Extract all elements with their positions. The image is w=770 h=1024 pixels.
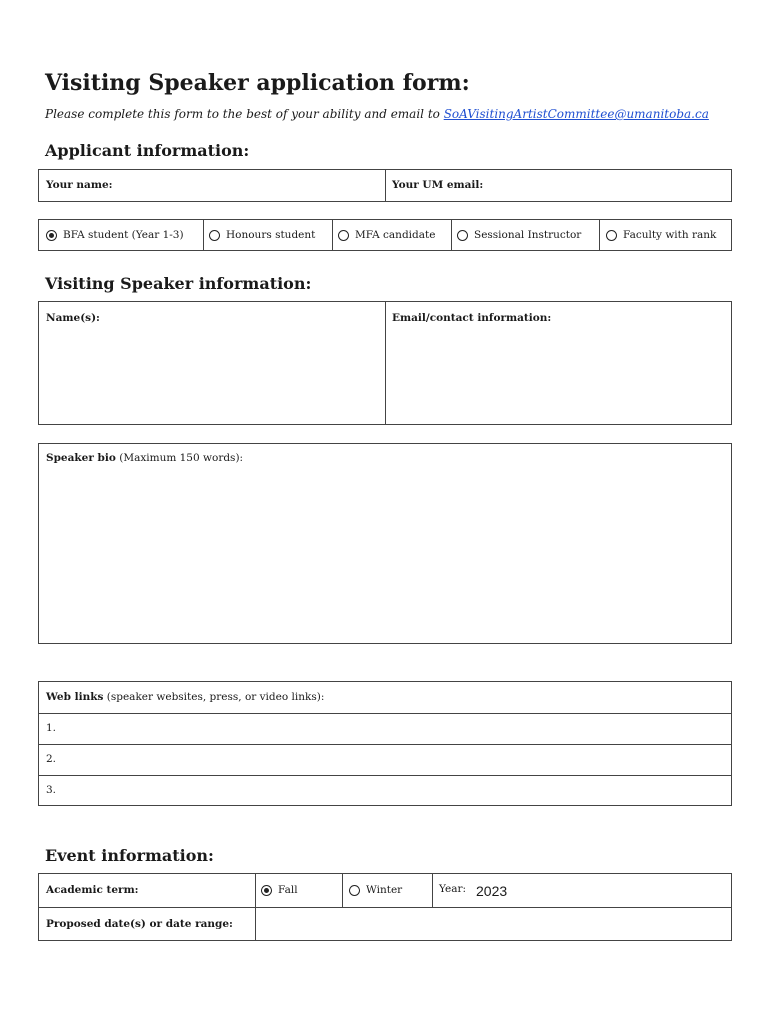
applicant-name-email-row [38, 169, 732, 202]
speaker-bio-title: Speaker bio [46, 452, 116, 464]
speaker-names-contact-row [38, 301, 732, 425]
speaker-contact-label: Email/contact information: [392, 312, 552, 324]
web-link-row-1[interactable]: 1. [46, 722, 57, 734]
event-table [38, 873, 732, 941]
radio-selected-icon [46, 230, 57, 241]
proposed-dates-label: Proposed date(s) or date range: [46, 918, 233, 930]
term-fall-radio[interactable] [261, 884, 298, 896]
your-email-field[interactable] [489, 172, 727, 200]
intro-text [45, 107, 709, 121]
web-link-row-3[interactable]: 3. [46, 784, 57, 796]
event-heading: Event information: [45, 846, 214, 865]
speaker-bio-hint: (Maximum 150 words): [115, 452, 244, 464]
intro-instruction: Please complete this form to the best of your ability and email to [45, 107, 444, 121]
web-links-table [38, 681, 732, 806]
radio-empty-icon [338, 230, 349, 241]
your-name-label: Your name: [46, 179, 113, 191]
speaker-bio-label [46, 452, 243, 464]
web-links-title: Web links [46, 691, 104, 703]
applicant-heading: Applicant information: [45, 141, 250, 160]
radio-empty-icon [349, 885, 360, 896]
radio-selected-icon [261, 885, 272, 896]
speaker-names-field[interactable] [43, 330, 381, 422]
status-faculty-label: Faculty with rank [623, 229, 717, 241]
committee-email-link[interactable]: SoAVisitingArtistCommittee@umanitoba.ca [443, 107, 709, 121]
status-mfa-radio[interactable] [338, 229, 435, 241]
proposed-dates-field[interactable] [259, 910, 729, 938]
status-honours-radio[interactable] [209, 229, 315, 241]
radio-empty-icon [606, 230, 617, 241]
speaker-heading: Visiting Speaker information: [45, 274, 312, 293]
status-sessional-radio[interactable] [457, 229, 581, 241]
status-sessional-label: Sessional Instructor [474, 229, 582, 241]
status-bfa-radio[interactable] [46, 229, 184, 241]
web-links-label [46, 691, 324, 703]
status-bfa-label: BFA student (Year 1-3) [63, 229, 184, 241]
speaker-names-label: Name(s): [46, 312, 100, 324]
radio-empty-icon [457, 230, 468, 241]
radio-empty-icon [209, 230, 220, 241]
page-title: Visiting Speaker application form: [45, 70, 470, 96]
term-winter-label: Winter [366, 884, 403, 896]
web-links-hint: (speaker websites, press, or video links): [103, 691, 325, 703]
status-faculty-radio[interactable] [606, 229, 716, 241]
your-name-field[interactable] [119, 172, 381, 200]
status-mfa-label: MFA candidate [355, 229, 436, 241]
year-label: Year: [439, 883, 467, 895]
term-winter-radio[interactable] [349, 884, 402, 896]
speaker-bio-field[interactable] [43, 472, 727, 640]
your-email-label: Your UM email: [392, 179, 484, 191]
applicant-status-row [38, 219, 732, 251]
speaker-bio-box [38, 443, 732, 644]
academic-term-label: Academic term: [46, 884, 139, 896]
term-fall-label: Fall [278, 884, 298, 896]
speaker-contact-field[interactable] [389, 330, 729, 422]
year-field[interactable]: 2023 [476, 883, 508, 899]
web-link-row-2[interactable]: 2. [46, 753, 57, 765]
status-honours-label: Honours student [226, 229, 316, 241]
